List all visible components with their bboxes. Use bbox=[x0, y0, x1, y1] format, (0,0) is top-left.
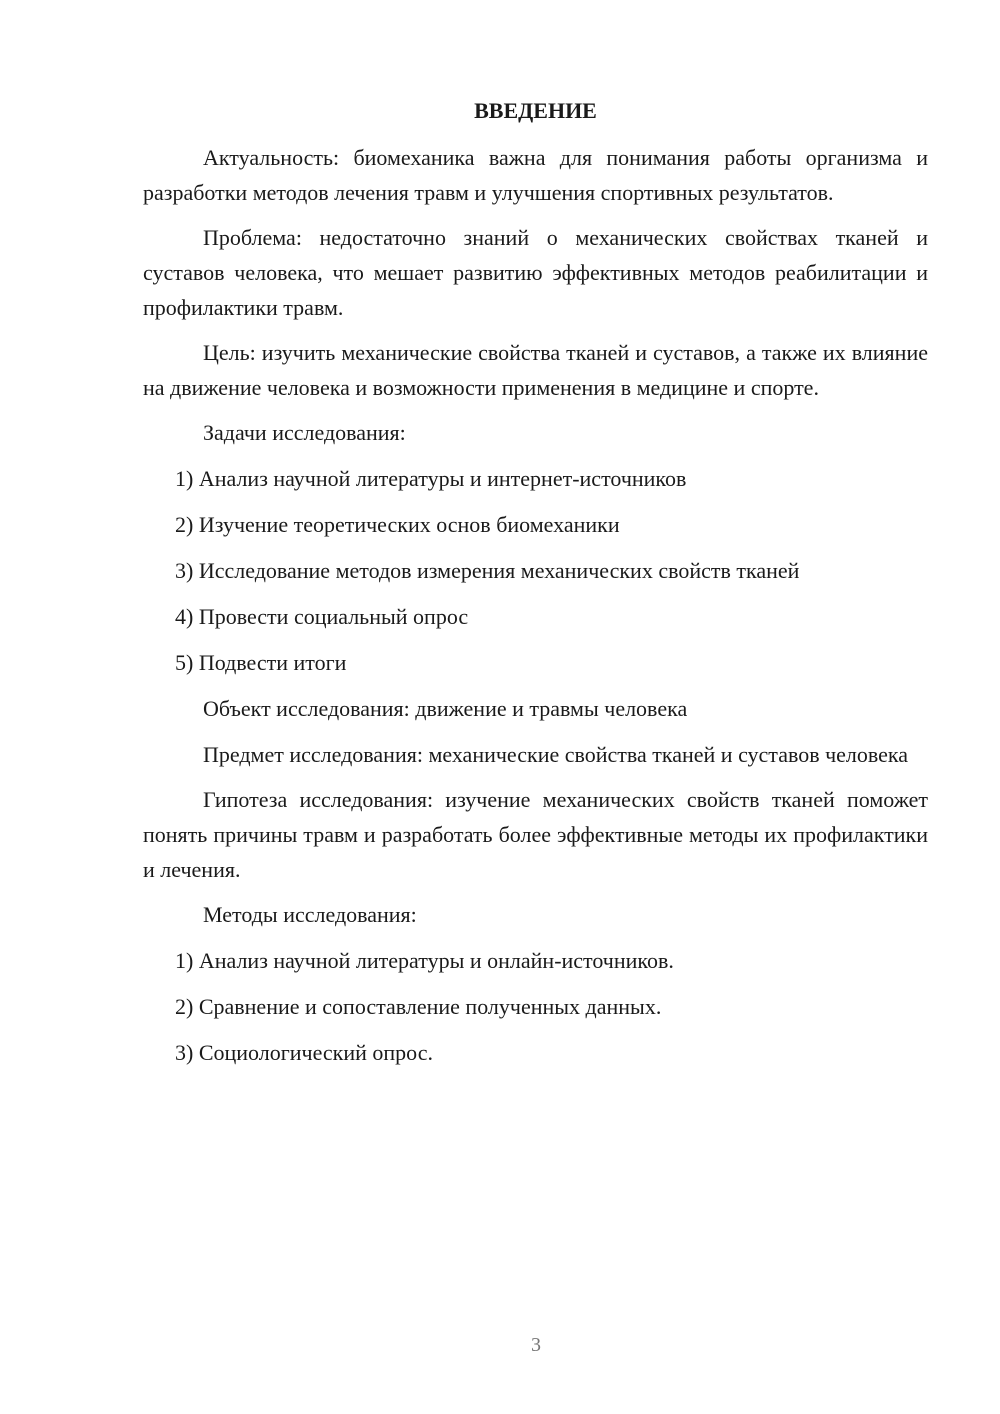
list-item: 5) Подвести итоги bbox=[175, 650, 347, 675]
goal-paragraph: Цель: изучить механические свойства тканей и суставов, а также их влияние на движение человека и возможности применения в медицине и спорте. bbox=[143, 340, 928, 400]
tasks-list bbox=[143, 461, 928, 680]
list-item: 4) Провести социальный опрос bbox=[175, 604, 469, 629]
tasks-heading: Задачи исследования: bbox=[203, 420, 406, 445]
list-item: 1) Анализ научной литературы и интернет-источников bbox=[175, 466, 687, 491]
list-item: 2) Сравнение и сопоставление полученных данных. bbox=[175, 994, 662, 1019]
list-item: 1) Анализ научной литературы и онлайн-источников. bbox=[175, 948, 674, 973]
list-item: 2) Изучение теоретических основ биомеханики bbox=[175, 512, 620, 537]
hypothesis-paragraph: Гипотеза исследования: изучение механических свойств тканей поможет понять причины травм и разработать более эффективные методы их профилактики и лечения. bbox=[143, 787, 928, 882]
list-item: 3) Социологический опрос. bbox=[175, 1040, 433, 1065]
methods-heading: Методы исследования: bbox=[203, 902, 417, 927]
object-paragraph: Объект исследования: движение и травмы человека bbox=[203, 696, 688, 721]
list-item: 3) Исследование методов измерения механических свойств тканей bbox=[175, 558, 800, 583]
section-title: ВВЕДЕНИЕ bbox=[474, 98, 597, 123]
document-page bbox=[143, 96, 928, 1081]
subject-paragraph: Предмет исследования: механические свойства тканей и суставов человека bbox=[203, 742, 909, 767]
problem-paragraph: Проблема: недостаточно знаний о механических свойствах тканей и суставов человека, что мешает развитию эффективных методов реабилитации и профилактики травм. bbox=[143, 225, 928, 320]
relevance-paragraph: Актуальность: биомеханика важна для понимания работы организма и разработки методов лечения травм и улучшения спортивных результатов. bbox=[143, 145, 928, 205]
methods-list bbox=[143, 943, 928, 1070]
page-number: 3 bbox=[531, 1334, 541, 1356]
